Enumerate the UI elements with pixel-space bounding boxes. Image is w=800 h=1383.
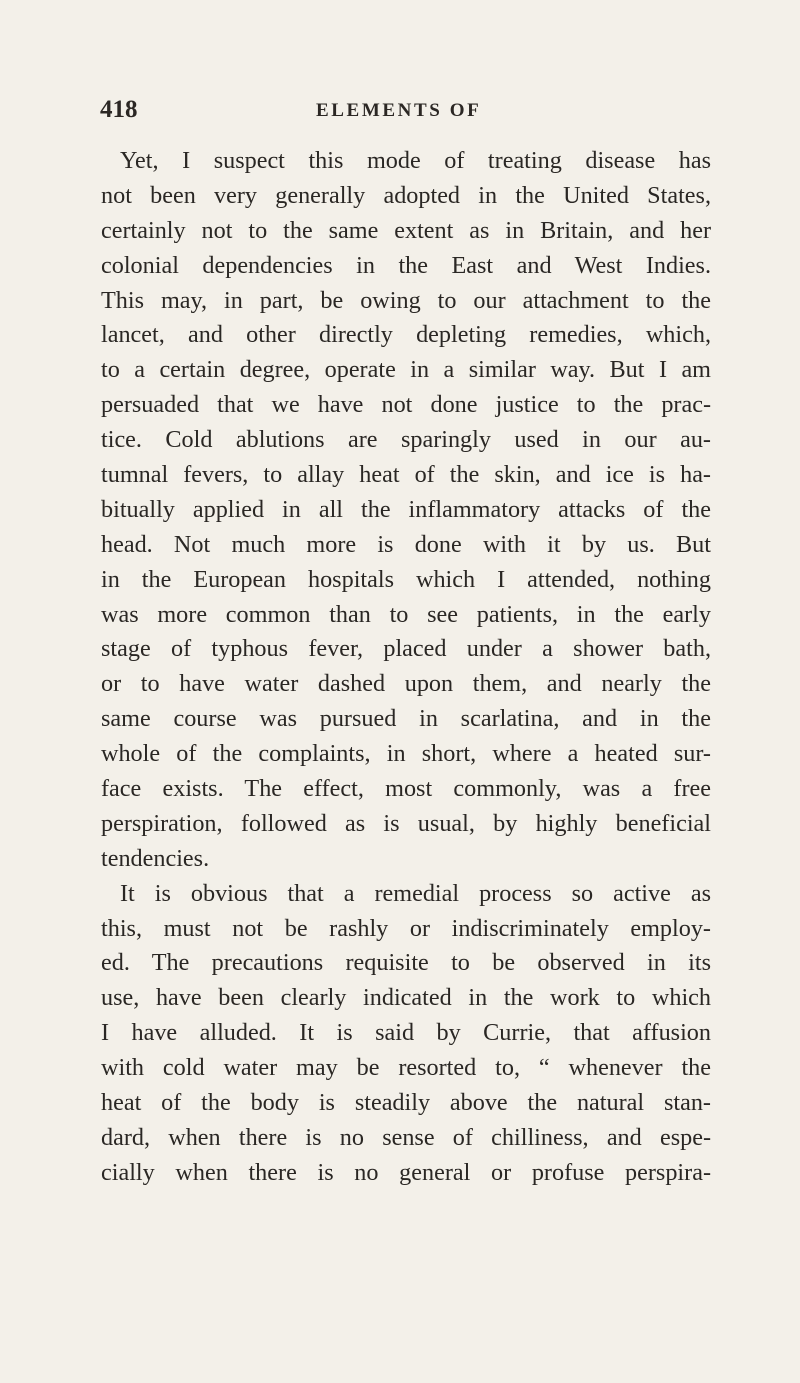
running-title: ELEMENTS OF [316,100,482,121]
body-text [101,144,711,1191]
text-line: this, must not be rashly or indiscriminately employ- [101,914,711,942]
text-line: colonial dependencies in the East and West Indies. [101,251,711,279]
text-line: bitually applied in all the inflammatory attacks of the [101,495,711,523]
page-number: 418 [100,96,138,123]
text-line: This may, in part, be owing to our attachment to the [101,286,711,314]
text-line: tumnal fevers, to allay heat of the skin, and ice is ha- [101,461,711,489]
text-line: head. Not much more is done with it by us. But [101,530,711,558]
text-line: certainly not to the same extent as in Britain, and her [101,216,711,244]
text-line: whole of the complaints, in short, where a heated sur- [101,740,711,768]
text-line: cially when there is no general or profuse perspira- [101,1158,711,1186]
text-line: tendencies. [101,844,210,872]
text-line: ed. The precautions requisite to be observed in its [101,949,711,977]
text-line: persuaded that we have not done justice to the prac- [101,391,711,419]
text-line: lancet, and other directly depleting remedies, which, [101,321,711,349]
text-line: face exists. The effect, most commonly, was a free [101,775,711,803]
page-header [100,96,700,130]
text-line: tice. Cold ablutions are sparingly used in our au- [101,426,711,454]
text-line: stage of typhous fever, placed under a shower bath, [101,635,711,663]
text-line: use, have been clearly indicated in the work to which [101,984,711,1012]
text-line: with cold water may be resorted to, “ whenever the [101,1054,711,1082]
text-line: It is obvious that a remedial process so active as [120,879,711,907]
text-line: Yet, I suspect this mode of treating disease has [120,147,711,174]
text-line: perspiration, followed as is usual, by highly beneficial [101,809,711,837]
text-line: or to have water dashed upon them, and nearly the [101,670,711,698]
text-line: I have alluded. It is said by Currie, that affusion [101,1019,711,1047]
text-line: to a certain degree, operate in a similar way. But I am [101,356,711,384]
text-line: was more common than to see patients, in the early [101,600,711,628]
paragraph-1 [101,144,711,877]
text-line: in the European hospitals which I attended, nothing [101,565,711,593]
text-line: same course was pursued in scarlatina, and in the [101,705,711,733]
text-line: not been very generally adopted in the United States, [101,181,711,209]
text-line: heat of the body is steadily above the natural stan- [101,1089,711,1117]
paragraph-2 [101,877,711,1191]
text-line: dard, when there is no sense of chilliness, and espe- [101,1123,711,1151]
